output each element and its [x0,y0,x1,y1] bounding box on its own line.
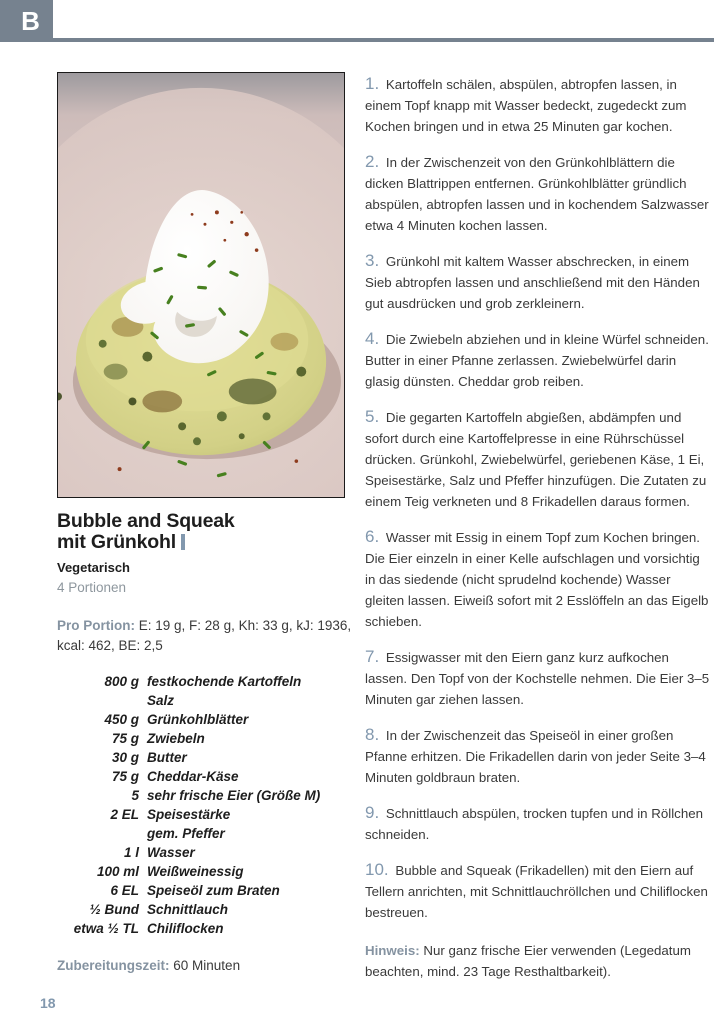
step-number: 4. [365,329,380,348]
nutrition-info [57,616,352,656]
prep-time-value: 60 Minuten [173,958,241,973]
ingredient-row [57,881,352,900]
note-text: Nur ganz frische Eier verwenden (Legedatum beachten, mind. 23 Tage Resthaltbarkeit). [365,943,691,979]
step-number: 5. [365,407,380,426]
ingredient-name: Speisestärke [147,807,231,822]
ingredient-row [57,710,352,729]
ingredient-amount: 75 g [111,769,139,784]
step-number: 7. [365,647,380,666]
recipe-step [365,73,710,137]
recipe-step [365,802,710,845]
recipe-step [365,526,710,632]
step-text: Grünkohl mit kaltem Wasser abschrecken, in einem Sieb abtropfen lassen und anschließend mit den Händen gut ausdrücken und grob zerkleinern. [365,254,700,311]
diet-label: Vegetarisch [57,560,130,575]
ingredient-name: Grünkohlblätter [147,712,249,727]
step-text: Essigwasser mit den Eiern ganz kurz aufkochen lassen. Den Topf von der Kochstelle nehmen. Die Eier 3–5 Minuten gar ziehen lassen. [365,650,710,707]
step-number: 2. [365,152,380,171]
nutrition-value: E: 19 g, F: 28 g, Kh: 33 g, kJ: 1936, kcal: 462, BE: 2,5 [57,618,352,653]
nutrition-label: Pro Portion: [57,618,135,633]
ingredient-name: Salz [147,693,175,708]
instructions-column [365,73,710,982]
step-text: In der Zwischenzeit das Speiseöl in einer großen Pfanne erhitzen. Die Frikadellen darin von jeder Seite 3–4 Minuten goldbraun braten. [365,728,706,785]
recipe-photo [57,72,345,498]
ingredient-name: Speiseöl zum Braten [147,883,280,898]
recipe-step [365,646,710,710]
ingredient-row [57,805,352,824]
recipe-photo-illustration [58,73,344,497]
chapter-tab [0,0,53,42]
title-accent-bar [181,534,185,550]
ingredient-name: Wasser [147,845,195,860]
ingredient-name: Weißweinessig [147,864,244,879]
ingredient-amount: 450 g [104,712,139,727]
ingredient-amount: 1 l [123,845,139,860]
ingredient-name: Cheddar-Käse [147,769,239,784]
recipe-title [57,511,357,553]
prep-time [57,958,240,973]
recipe-step [365,859,710,923]
ingredient-name: Chiliflocken [147,921,224,936]
step-text: In der Zwischenzeit von den Grünkohlblättern die dicken Blattrippen entfernen. Grünkohlblätter gründlich abspülen, abtropfen lassen und in kochendem Salzwasser etwa 4 Minuten kochen lassen. [365,155,709,233]
ingredient-row [57,919,352,938]
page-number: 18 [40,995,56,1011]
ingredient-row [57,900,352,919]
ingredient-name: sehr frische Eier (Größe M) [147,788,321,803]
step-text: Kartoffeln schälen, abspülen, abtropfen lassen, in einem Topf knapp mit Wasser bedeckt, zugedeckt zum Kochen bringen und in etwa 25 Minuten gar kochen. [365,77,687,134]
ingredient-name: Zwiebeln [147,731,205,746]
ingredient-row [57,862,352,881]
ingredient-row [57,672,352,691]
chapter-tab-letter: B [21,6,40,36]
step-number: 6. [365,527,380,546]
ingredient-row [57,691,352,710]
ingredient-amount: 5 [131,788,139,803]
ingredient-row [57,748,352,767]
step-text: Schnittlauch abspülen, trocken tupfen und in Röllchen schneiden. [365,806,704,842]
recipe-step [365,328,710,392]
ingredient-name: gem. Pfeffer [147,826,225,841]
step-text: Die Zwiebeln abziehen und in kleine Würfel schneiden. Butter in einer Pfanne zerlassen. Zwiebelwürfel darin glasig dünsten. Cheddar grob reiben. [365,332,709,389]
step-number: 9. [365,803,380,822]
ingredient-row [57,786,352,805]
recipe-step [365,250,710,314]
ingredient-row [57,729,352,748]
ingredient-amount: 75 g [111,731,139,746]
ingredient-amount [57,691,139,710]
servings-label: 4 Portionen [57,580,127,595]
note-label: Hinweis: [365,943,420,958]
ingredients-list [57,672,352,938]
ingredient-amount: etwa ½ TL [73,921,139,936]
ingredient-amount: 800 g [104,674,139,689]
step-number: 10. [365,860,389,879]
steps-list [365,73,710,923]
ingredient-amount: ½ Bund [89,902,139,917]
ingredient-amount: 2 EL [110,807,139,822]
ingredient-amount [57,824,139,843]
note [365,940,710,982]
step-number: 8. [365,725,380,744]
step-text: Wasser mit Essig in einem Topf zum Kochen bringen. Die Eier einzeln in einer Kelle aufschlagen und vorsichtig in das siedende (nicht sprudelnd kochende) Wasser gleiten lassen. Eiweiß sofort mit 2 Esslöffeln an das Eigelb schieben. [365,530,709,629]
step-number: 3. [365,251,380,270]
ingredient-name: Schnittlauch [147,902,229,917]
step-text: Die gegarten Kartoffeln abgießen, abdämpfen und sofort durch eine Kartoffelpresse in eine Rührschüssel drücken. Grünkohl, Zwiebelwürfel, geriebenen Käse, 1 Ei, Speisestärke, Salz und Pfeffer hinzufügen. Die Zutaten zu einem Teig verkneten und 8 Frikadellen daraus formen. [365,410,707,509]
ingredient-row [57,843,352,862]
recipe-step [365,406,710,512]
header-rule [0,38,714,42]
recipe-title-line1: Bubble and Squeak [57,510,235,532]
prep-time-label: Zubereitungszeit: [57,958,170,973]
ingredient-amount: 6 EL [110,883,139,898]
ingredient-row [57,824,352,843]
recipe-step [365,151,710,236]
step-text: Bubble and Squeak (Frikadellen) mit den Eiern auf Tellern anrichten, mit Schnittlauchröllchen und Chiliflocken bestreuen. [365,863,708,920]
recipe-title-line2: mit Grünkohl [57,531,176,553]
ingredient-amount: 100 ml [96,864,139,879]
ingredient-name: Butter [147,750,187,765]
step-number: 1. [365,74,380,93]
ingredient-amount: 30 g [111,750,139,765]
recipe-step [365,724,710,788]
ingredient-name: festkochende Kartoffeln [147,674,302,689]
ingredient-row [57,767,352,786]
